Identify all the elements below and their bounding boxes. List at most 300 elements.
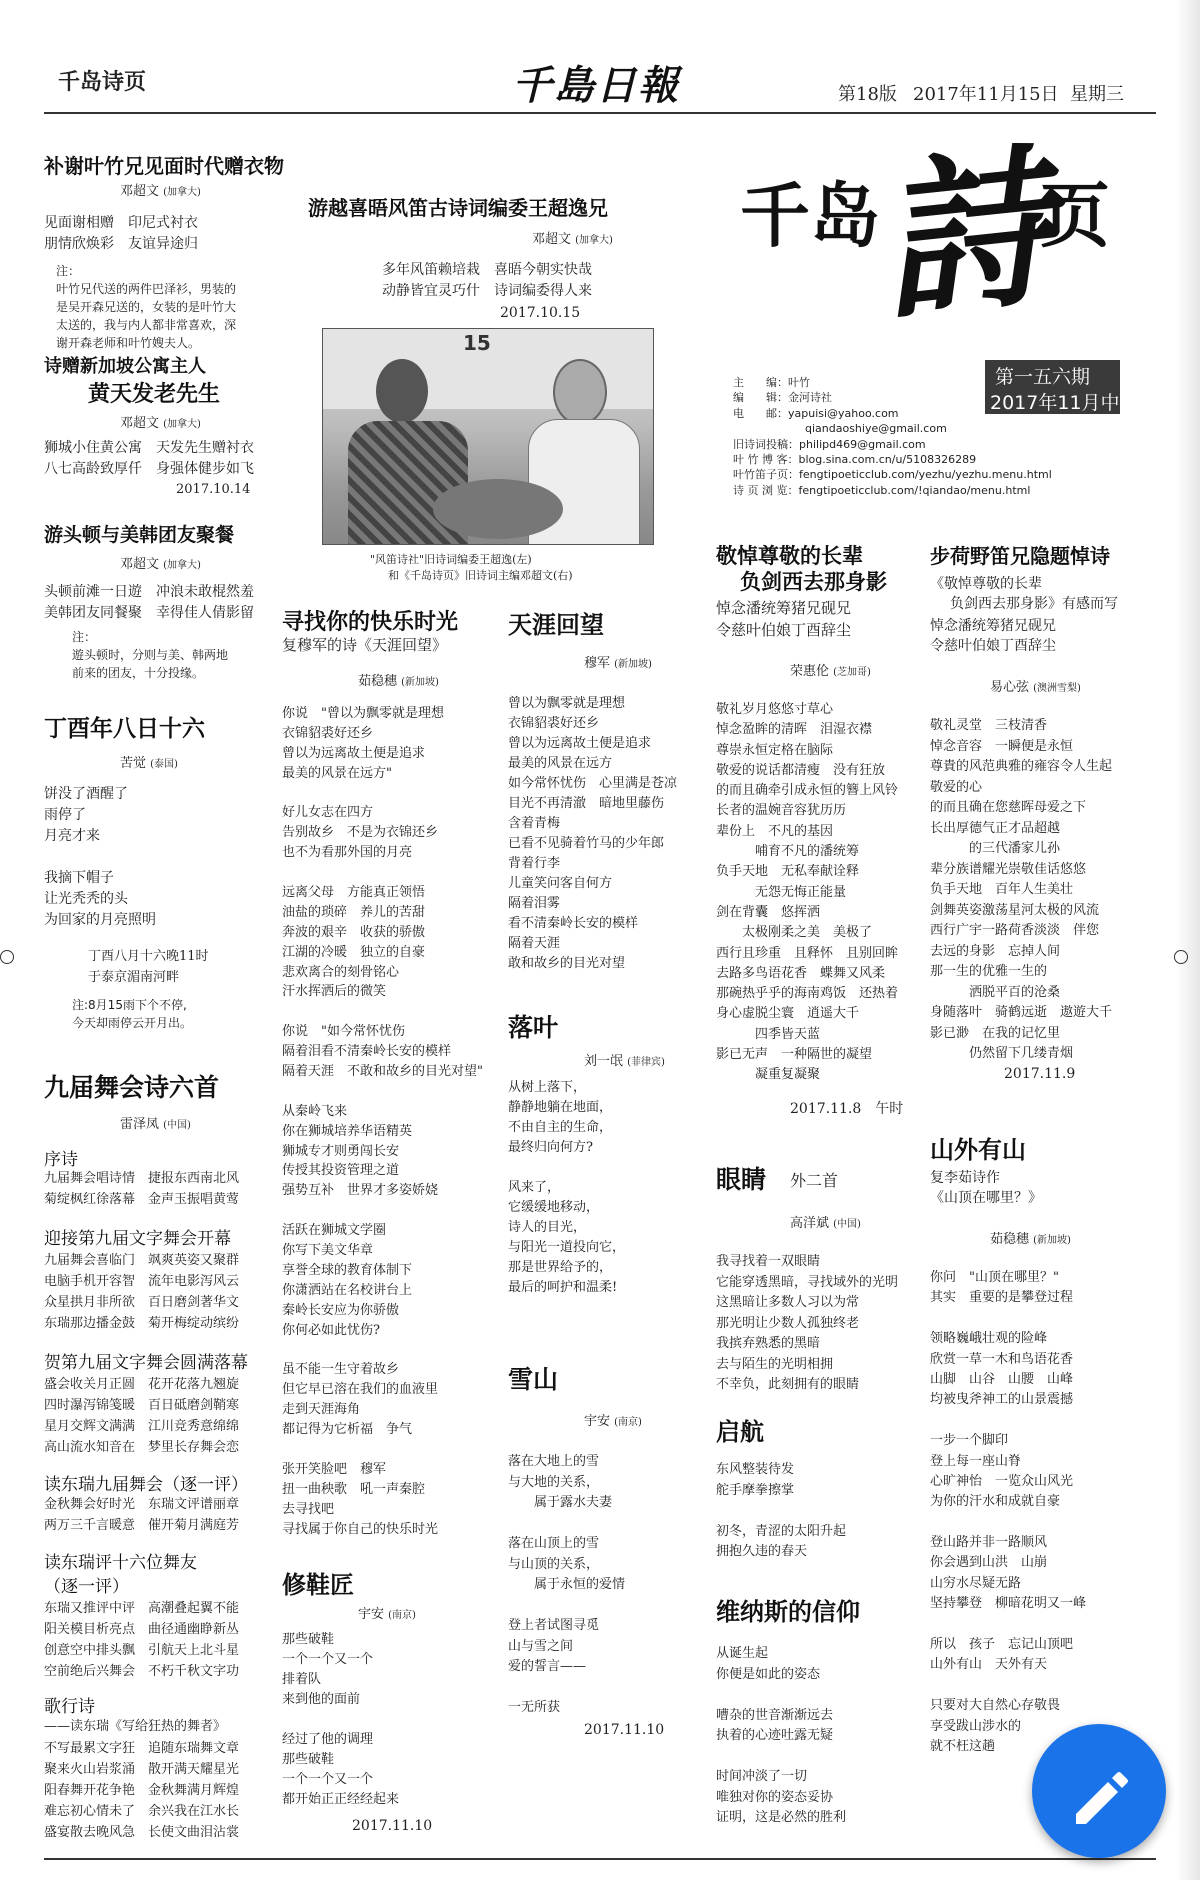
poem-line: 登山路并非一路顺风 (930, 1535, 1048, 1551)
poem-body (382, 260, 592, 302)
poem-body (44, 1738, 239, 1843)
info-block (733, 375, 1052, 498)
poem-line: 证明，这是必然的胜利 (716, 1810, 847, 1825)
author-origin: (泰国) (150, 759, 178, 770)
poem-line: 空前绝后兴舞会 不朽千秋文字功 (44, 1664, 240, 1679)
poem-line: 它能穿透黑暗，寻找域外的光明 (716, 1274, 899, 1290)
note-line: 注： (72, 630, 97, 644)
poem-line: 高山流水知音在 梦里长存舞会恋 (44, 1440, 240, 1455)
poem-line: 江湖的冷暖 独立的自豪 (282, 944, 426, 960)
poem-line (282, 1201, 483, 1221)
poem-line: 衣锦貂裘好还乡 (282, 725, 374, 741)
poem-line: 去寻找吧 (282, 1501, 335, 1517)
masthead-left: 千岛 (740, 174, 880, 257)
poem-line (930, 1513, 1086, 1533)
poem-line: 最美的风景在远方 (508, 756, 613, 771)
poem-line: 悼念盈眸的清晖 泪湿衣襟 (716, 722, 873, 738)
poem-line: 山脚 山谷 山腰 山峰 (930, 1371, 1074, 1387)
author-origin: (澳洲雪梨) (1033, 683, 1081, 694)
issue-number: 第一五六期 (995, 366, 1091, 388)
info-value[interactable]: philipd469@gmail.com (799, 437, 926, 451)
author-name: 宇安 (358, 1607, 385, 1622)
poem-line (930, 1309, 1086, 1329)
poem-line: 东风整装待发 (716, 1462, 795, 1477)
issue-month: 2017年11月中 (990, 392, 1120, 414)
poem-body (44, 1598, 239, 1682)
poem-line: 盛会收关月正圆 花开花落九翘旋 (44, 1377, 240, 1392)
poem-subtitle: 贺第九届文字舞会圆满落幕 (44, 1353, 248, 1373)
poem-line: 活跃在狮城文学圈 (282, 1223, 387, 1239)
page-edge-shadow (1176, 0, 1200, 1880)
poem-line: 均被曳斧神工的山景震撼 (930, 1392, 1074, 1408)
poem-line (282, 1341, 483, 1361)
poem-line (282, 1710, 399, 1730)
poem-line: 影已渺 在我的记忆里 (930, 1025, 1061, 1041)
info-value[interactable]: fengtipoeticclub.com/yezhu/yezhu.menu.html (799, 468, 1052, 482)
pencil-icon (1032, 1724, 1166, 1858)
poem-line: 悼念音容 一瞬便是永恒 (930, 738, 1074, 754)
poem-body (508, 1452, 625, 1719)
poem-line: 与山顶的关系， (508, 1556, 600, 1572)
poem-line (44, 847, 156, 868)
author (990, 1228, 1071, 1247)
poem-line: 狮城小住黄公寓 天发先生赠衬衣 (44, 440, 254, 456)
poem-line: 不写最累文字狂 追随东瑞舞文章 (44, 1741, 240, 1756)
poem-line: 都记得为它析福 争气 (282, 1422, 413, 1438)
poem-line: 领略巍峨壮观的险峰 (930, 1331, 1048, 1347)
poem-line: 儿童笑问客自何方 (508, 876, 613, 891)
poem-body (282, 704, 483, 1599)
poem-line: 与阳光一道投向它， (508, 1240, 626, 1255)
poem-line: 剑在背囊 悠挥洒 (716, 904, 821, 920)
masthead-right: 页 (1040, 174, 1110, 257)
poem-body (930, 716, 1112, 1065)
poem-title: 天涯回望 (508, 610, 604, 639)
author (120, 553, 201, 572)
poem-line: 隔着天涯 不敢和故乡的目光对望" (282, 1064, 483, 1080)
poem-line: 看不清秦岭长安的模样 (508, 916, 639, 931)
poem-line (508, 1158, 625, 1178)
poem-line: 一无所获 (508, 1700, 561, 1715)
poem-subtitle: 读东瑞评十六位舞友 (44, 1553, 197, 1573)
poem-line: 静静地躺在地面， (508, 1100, 613, 1115)
poem-line: 远离父母 方能真正领悟 (282, 885, 426, 901)
poem-line: 秦岭长安应为你骄傲 (282, 1302, 400, 1318)
author-name: 苦觉 (120, 756, 147, 771)
author-name: 易心弦 (990, 680, 1030, 695)
poem-line (282, 784, 483, 804)
author-origin: (加拿大) (163, 187, 201, 198)
author-origin: (新加坡) (614, 659, 652, 670)
poem-line: 负手天地 百年人生美壮 (930, 882, 1074, 897)
poem-line (716, 1685, 846, 1706)
note-line: 是吴开森兄送的，女装的是叶竹大 (56, 300, 237, 314)
poem-line: 含着青梅 (508, 816, 561, 831)
poem-line (930, 1411, 1086, 1431)
poem-body (44, 1494, 239, 1536)
poem-line: 曾以为远离故土便是追求 (508, 736, 652, 751)
poem-line: 那一生的优雅一生的 (930, 964, 1048, 979)
poem-line: 九届舞会喜临门 飒爽英姿又聚群 (44, 1253, 240, 1268)
author-origin: (中国) (163, 1120, 191, 1131)
author-name: 雷泽凤 (120, 1117, 160, 1132)
poem-line: 朋情欣焕彩 友谊异途归 (44, 236, 198, 252)
poem-line: 这黑暗让多数人习以为常 (716, 1295, 860, 1310)
poem-line: 影已无声 一种隔世的凝望 (716, 1047, 873, 1063)
poem-line: 阳春舞开花争艳 金秋舞满月辉煌 (44, 1783, 240, 1798)
poem-line: 一个一个又一个 (282, 1772, 374, 1787)
info-value[interactable]: qiandaoshiye@gmail.com (805, 422, 947, 436)
poem-line: 四季皆天蓝 (716, 1026, 821, 1042)
info-key: 编 辑： (733, 391, 788, 405)
poem-line: 聚来火山岩浆涌 散开满天耀星光 (44, 1762, 240, 1777)
poem-date: 2017.10.14 (176, 482, 251, 497)
edit-fab-button[interactable] (1032, 1724, 1166, 1858)
poem-body (44, 582, 254, 624)
poem-line: 从诞生起 (716, 1646, 769, 1661)
poem-line: 八七高龄致厚仟 身强体健步如飞 (44, 461, 254, 477)
poem-dateline (88, 946, 209, 988)
poem-subtitle: 复李茹诗作 (930, 1170, 1000, 1186)
poem-line: 与大地的关系， (508, 1474, 600, 1490)
poem-body (930, 1268, 1086, 1757)
info-value[interactable]: blog.sina.com.cn/u/5108326289 (798, 453, 977, 467)
poem-body (44, 438, 254, 480)
poem-line: 你说 "如今常怀忧伤 (282, 1024, 405, 1040)
poem-title: 雪山 (508, 1365, 559, 1394)
poem-line: 曾以为飘零就是理想 (508, 696, 626, 711)
table-food (433, 479, 563, 539)
author-origin: (新加坡) (1033, 1235, 1071, 1246)
info-key: 旧诗词投稿： (733, 437, 799, 451)
author (584, 652, 652, 671)
poem-title: 负剑西去那身影 (740, 569, 887, 594)
newspaper-logo: 千島日報 (512, 62, 680, 109)
dateline-line: 丁酉八月十六晚11时 (88, 949, 209, 964)
poem-line: 但它早已溶在我们的血液里 (282, 1382, 439, 1398)
info-key: 主 编： (733, 376, 788, 389)
poem-subtitle-line: ——读东瑞《写给狂热的舞者》 (44, 1719, 227, 1734)
note-line: 谢开森老师和叶竹嫂夫人。 (56, 336, 201, 350)
poem-line: 一个一个又一个 (282, 1652, 374, 1667)
poem-line: 美韩团友同餐聚 幸得佳人倩影留 (44, 605, 254, 621)
poem-line: 享受跋山涉水的 (930, 1718, 1022, 1734)
poem-line: 好儿女志在四方 (282, 805, 374, 821)
poem-line (282, 1539, 483, 1559)
poem-date: 2017.10.15 (500, 305, 581, 321)
poem-subtitle: 迎接第九届文字舞会开幕 (44, 1229, 231, 1249)
poem-subtitle: 《山顶在哪里？》 (930, 1190, 1042, 1206)
poem-line: 拥抱久违的春天 (716, 1544, 808, 1559)
poem-line: 奔波的艰辛 收获的骄傲 (282, 924, 426, 940)
poem-line: 太极刚柔之美 美极了 (716, 925, 873, 941)
person-head (376, 359, 428, 423)
author-name: 邓超文 (120, 184, 160, 199)
poem-line: 隔着泪雾 (508, 896, 561, 911)
poem-title-suffix: 外二首 (790, 1171, 839, 1190)
poem-line: 经过了他的调理 (282, 1732, 374, 1747)
author (358, 1603, 416, 1622)
header-rule (44, 112, 1156, 114)
poem-line: 东瑞又推评中评 高潮叠起翼不能 (44, 1601, 240, 1616)
poem-title: 黄天发老先生 (88, 381, 221, 407)
poem-title: 补谢叶竹兄见面时代赠衣物 (44, 154, 284, 178)
poem-line: 走到天涯海角 (282, 1402, 361, 1418)
poem-line: 时间冲淡了一切 (716, 1769, 808, 1784)
poem-line: 从秦岭飞来 (282, 1103, 348, 1119)
poem-line: 它缓缓地移动， (508, 1200, 600, 1215)
poem-line: 两万三千言暖意 催开菊月满庭芳 (44, 1518, 240, 1533)
poem-line: 曾以为远离故土便是追求 (282, 745, 426, 761)
poem-line: 隔着泪看不清秦岭长安的模样 (282, 1044, 452, 1060)
author (120, 180, 201, 199)
poem-line: 负手天地 无私奉献诠释 (716, 864, 860, 880)
poem-title: 启航 (716, 1417, 764, 1446)
poem-line: 排着队 (282, 1672, 322, 1687)
poem-body (44, 1250, 239, 1334)
poem-line: 月亮才来 (44, 828, 100, 844)
author (584, 1050, 665, 1069)
poem-line: 敬礼岁月悠悠寸草心 (716, 702, 834, 717)
poem-line: 张开笑脸吧 穆军 (282, 1461, 387, 1477)
poem-line: 去与陌生的光明相拥 (716, 1356, 834, 1372)
poem-line: 饼没了酒醒了 (44, 786, 128, 802)
author (120, 1113, 191, 1132)
poem-line: 创意空中排头飘 引航天上北斗星 (44, 1643, 240, 1658)
poem-line: 长者的温婉音容犹历历 (716, 803, 847, 819)
poem-line: 从树上落下， (508, 1080, 587, 1095)
weekday: 星期三 (1070, 84, 1124, 105)
poem-line: 四时瀑泻锦笺暖 百日砥磨剑鞘寒 (44, 1398, 240, 1413)
poem-line: 坚持攀登 柳暗花明又一峰 (930, 1596, 1087, 1612)
poem-line (716, 1501, 846, 1522)
poem-line: 为你的汗水和成就自豪 (930, 1494, 1061, 1510)
poem-line: 敬礼灵堂 三枝清香 (930, 718, 1048, 733)
poem-line: 菊绽枫红徐落幕 金声玉振唱黄莺 (44, 1192, 240, 1207)
publish-date: 2017年11月15日 (913, 84, 1059, 105)
poem-line: 尊貴的风范典雅的雍容令人生起 (930, 759, 1113, 774)
info-key: 叶 竹 博 客： (733, 453, 799, 467)
registration-mark-right (1174, 950, 1188, 964)
info-value: 叶竹 (788, 376, 810, 389)
author-name: 茹稳穗 (990, 1232, 1030, 1247)
author-origin: (新加坡) (401, 677, 439, 688)
dateline-line: 于泰京湄南河畔 (88, 970, 180, 985)
poem-title: 眼睛 (716, 1165, 767, 1194)
author-name: 邓超文 (120, 416, 160, 431)
poem-line: 辈分族谱耀光崇敬佳话悠悠 (930, 861, 1087, 877)
poem-subtitle: 令慈叶伯娘丁酉辞尘 (930, 638, 1056, 654)
poem-line: 你写下美文华章 (282, 1243, 374, 1259)
poem-title: 九届舞会诗六首 (44, 1073, 220, 1102)
info-key: 叶竹笛子页： (733, 468, 799, 482)
poem-line: 的而且确在您慈晖母爱之下 (930, 800, 1087, 815)
poem-line: 一步一个脚印 (930, 1433, 1009, 1449)
poem-title: 步荷野笛兄隐题悼诗 (930, 544, 1110, 568)
poem-line: 落在山顶上的雪 (508, 1536, 600, 1551)
poem-line: 剑舞英姿激荡星河太极的风流 (930, 902, 1100, 918)
info-key: 电 邮： (733, 406, 788, 420)
author-name: 邓超文 (532, 232, 572, 247)
poem-line: 星月交辉文满满 江川竞秀意绵绵 (44, 1419, 240, 1434)
poem-subtitle: 序诗 (44, 1150, 78, 1170)
poem-line (508, 1596, 625, 1617)
poem-line: 难忘初心情未了 余兴我在江水长 (44, 1804, 240, 1819)
poem-line: 我摈弃熟悉的黑暗 (716, 1336, 821, 1351)
poem-line: 雨停了 (44, 807, 86, 823)
poem-line (508, 1678, 625, 1699)
poem-line: 你何必如此忧伤? (282, 1322, 380, 1338)
photo-two-poets (322, 328, 654, 545)
author-name: 刘一氓 (584, 1054, 624, 1069)
poem-title: 山外有山 (930, 1135, 1026, 1164)
author-origin: (南京) (388, 1610, 416, 1621)
poem-subtitle: 读东瑞九届舞会（逐一评） (44, 1475, 248, 1495)
poem-line: 敬爱的心 (930, 779, 983, 795)
poem-line: 哺育不凡的潘统筹 (716, 844, 860, 860)
poem-line: 电脑手机开容智 流年电影泻风云 (44, 1274, 240, 1289)
author-origin: (中国) (833, 1219, 861, 1230)
poem-line (282, 863, 483, 883)
poem-note (72, 628, 228, 682)
poem-line: 传授其投资管理之道 (282, 1163, 400, 1179)
poem-note (72, 996, 192, 1032)
poem-line: 执着的心迹吐露无疑 (716, 1728, 834, 1743)
poem-title: 诗赠新加坡公寓主人 (44, 356, 206, 377)
note-line: 今天却雨停云开月出。 (72, 1016, 193, 1030)
poem-line: 扭一曲秧歌 吼一声秦腔 (282, 1481, 426, 1497)
note-line: 前来的团友，十分投缘。 (72, 666, 205, 680)
poem-title: 落叶 (508, 1013, 559, 1042)
poem-line: 金秋舞会好时光 东瑞文评谱丽章 (44, 1497, 240, 1512)
poem-line: 来到他的面前 (282, 1692, 361, 1707)
author-origin: (加拿大) (163, 419, 201, 430)
poem-title: 游越喜晤风笛古诗词编委王超逸兄 (308, 196, 608, 220)
poem-subtitle: 悼念潘统筹猪兄砚兄 (930, 618, 1056, 634)
poem-body (282, 1630, 399, 1810)
poem-line: 你在狮城培养华语精英 (282, 1123, 413, 1139)
poem-line: 你会遇到山洪 山崩 (930, 1555, 1048, 1571)
poem-line: 去路多鸟语花香 蝶舞又风柔 (716, 965, 886, 981)
author (790, 660, 871, 679)
poem-title: 寻找你的快乐时光 (282, 609, 459, 635)
section-name: 千岛诗页 (58, 69, 147, 95)
poem-line: 登上者试图寻觅 (508, 1618, 600, 1633)
poem-line: 众星拱月非所欲 百日磨剑著华文 (44, 1295, 240, 1310)
poem-date: 2017.11.9 (1004, 1066, 1076, 1082)
poem-body (716, 1644, 846, 1829)
author (358, 670, 439, 689)
author-origin: (芝加哥) (833, 667, 871, 678)
info-value[interactable]: yapuisi@yahoo.com (788, 406, 899, 420)
photo-number: 15 (463, 331, 491, 355)
poem-line: 让光秃秃的头 (44, 891, 128, 907)
poem-line (282, 1082, 483, 1102)
poem-line: 凝重复凝聚 (716, 1067, 821, 1083)
poem-line: 西行且珍重 且释怀 且别回眸 (716, 945, 899, 961)
poem-line: 已看不见骑着竹马的少年郎 (508, 836, 665, 851)
poem-line: 身心虚脱尘寰 逍遥大千 (716, 1006, 860, 1022)
poem-line (930, 1676, 1086, 1696)
poem-line: 虽不能一生守着故乡 (282, 1362, 400, 1378)
poem-line (508, 1514, 625, 1535)
poem-line: 最美的风景在远方" (282, 765, 392, 781)
poem-line: 的三代潘家儿孙 (930, 841, 1061, 856)
poem-line: 落在大地上的雪 (508, 1454, 600, 1469)
poem-line: 都开始正正经经起来 (282, 1792, 400, 1807)
poem-line: 风来了， (508, 1180, 561, 1195)
poem-line: 洒脱平百的沧桑 (930, 984, 1061, 1000)
poem-line: 隔着天涯 (508, 936, 561, 951)
poem-title: 修鞋匠 (282, 1570, 354, 1599)
poem-line: 九届舞会唱诗情 捷报东西南北风 (44, 1171, 240, 1186)
poem-line: 我寻找着一双眼睛 (716, 1254, 821, 1269)
poem-line: 那些破鞋 (282, 1632, 335, 1647)
poem-line: 的而且确牵引成永恒的簪上风铃 (716, 783, 899, 799)
poem-line: 只要对大自然心存敬畏 (930, 1698, 1061, 1714)
poem-line: 诗人的目光， (508, 1220, 587, 1235)
poem-line: 仍然留下几缕青烟 (930, 1046, 1074, 1061)
poem-subtitle: 悼念潘统筹猪兄砚兄 (716, 599, 852, 617)
poem-line: 享誉全球的教育体制下 (282, 1262, 413, 1278)
poem-subtitle: 负剑西去那身影》有感而写 (950, 596, 1118, 612)
poem-subtitle: 令慈叶伯娘丁酉辞尘 (716, 621, 852, 639)
poem-line: 衣锦貂裘好还乡 (508, 716, 600, 731)
poem-title: 丁酉年八日十六 (44, 715, 205, 742)
poem-line: 最后的呵护和温柔! (508, 1280, 618, 1295)
poem-body (716, 700, 898, 1086)
poem-line: 心旷神怡 一览众山风光 (930, 1473, 1074, 1489)
author-origin: (加拿大) (163, 560, 201, 571)
poem-line: 尊崇永恒定格在脑际 (716, 742, 834, 758)
poem-line: 盛宴散去晚风急 长使文曲泪沾裳 (44, 1825, 240, 1840)
poem-line: 那碗热乎乎的海南鸡饭 还热着 (716, 986, 899, 1002)
poem-line: 东瑞那边播金鼓 菊开梅绽动缤纷 (44, 1316, 240, 1331)
note-line: 太送的，我与内人都非常喜欢，深 (56, 318, 237, 332)
poem-line: 就不枉这趟 (930, 1738, 996, 1754)
poem-subtitle: （逐一评） (44, 1577, 129, 1597)
poem-line: 如今常怀忧伤 心里满是苍凉 (508, 776, 678, 791)
poem-line: 那光明让少数人孤独终老 (716, 1315, 860, 1331)
poem-line: 动静皆宜灵巧什 诗词编委得人来 (382, 283, 592, 299)
poem-line: 最终归向何方? (508, 1140, 593, 1155)
poem-title: 敬悼尊敬的长辈 (716, 543, 863, 568)
poem-line: 你说 "曾以为飘零就是理想 (282, 706, 444, 721)
registration-mark-left (0, 950, 14, 964)
note-line: 注： (56, 264, 81, 278)
poem-line: 属于永恒的爱情 (508, 1577, 626, 1592)
poem-line: 无怨无悔正能量 (716, 884, 847, 900)
poem-body (44, 213, 198, 255)
poem-line: 强势互补 世界才多姿娇娆 (282, 1183, 439, 1199)
poem-body (44, 784, 156, 931)
poem-line: 敢和故乡的目光对望 (508, 956, 626, 971)
poem-line: 登上每一座山脊 (930, 1453, 1022, 1469)
poem-line: 汗水挥洒后的微笑 (282, 984, 387, 1000)
poem-subtitle: 歌行诗 (44, 1697, 95, 1717)
info-value[interactable]: fengtipoeticclub.com/!qiandao/menu.html (798, 483, 1031, 497)
poem-body (44, 1374, 239, 1458)
author-origin: (南京) (614, 1417, 642, 1428)
poem-line: 为回家的月亮照明 (44, 912, 156, 928)
poem-line: 阳关模目析亮点 曲径通幽睁新丛 (44, 1622, 240, 1637)
edition: 第18版 (838, 84, 897, 105)
poem-note (56, 262, 236, 352)
info-key: 诗 页 浏 览： (733, 483, 799, 497)
poem-line: 告别故乡 不是为衣锦还乡 (282, 825, 439, 841)
poem-line: 多年风笛赖培栽 喜晤今朝实快哉 (382, 262, 592, 278)
poem-line: 你潇洒站在名校讲台上 (282, 1282, 413, 1298)
